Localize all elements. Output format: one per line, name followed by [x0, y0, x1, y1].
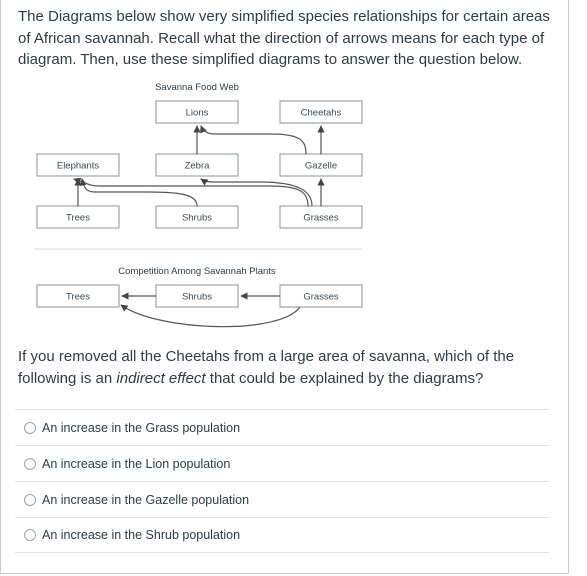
question-text-after: that could be explained by the diagrams? — [205, 370, 484, 387]
node-zebra-label: Zebra — [184, 160, 210, 172]
node-elephants-label: Elephants — [56, 160, 100, 172]
node-elephants — [37, 154, 119, 176]
radio-button[interactable] — [24, 494, 36, 506]
radio-button[interactable] — [24, 422, 36, 434]
competition-title: Competition Among Savannah Plants — [118, 266, 276, 277]
comp-node-trees-label: Trees — [66, 291, 90, 303]
answer-label: An increase in the Gazelle population — [42, 492, 250, 507]
node-cheetahs-label: Cheetahs — [300, 107, 342, 119]
intro-text: The Diagrams below show very simplified species relationships for certain areas of African savannah. Recall what the direction of arrows means for each type of diagram. Then, use these simplified diagrams to answer the question below. — [18, 8, 550, 68]
answer-label: An increase in the Lion population — [42, 456, 231, 471]
answer-list — [15, 409, 549, 553]
arrow-grasses-to-trees — [121, 305, 300, 327]
arrow-grasses-to-zebra — [201, 179, 312, 206]
radio-button[interactable] — [24, 458, 36, 470]
answer-option-shrub[interactable] — [15, 517, 549, 553]
arrow-shrubs-to-elephants — [82, 179, 197, 206]
comp-node-grasses — [280, 285, 362, 307]
node-gazelle-label: Gazelle — [304, 160, 338, 172]
node-grasses — [280, 206, 362, 228]
comp-node-shrubs — [156, 285, 238, 307]
question-text — [18, 346, 558, 390]
arrow-gazelle-to-lions — [201, 126, 306, 154]
node-grasses-label: Grasses — [303, 212, 339, 224]
answer-option-grass[interactable] — [15, 409, 549, 445]
node-gazelle — [280, 154, 362, 176]
node-trees-label: Trees — [66, 212, 90, 224]
radio-button[interactable] — [24, 529, 36, 541]
node-shrubs-label: Shrubs — [181, 212, 213, 224]
node-cheetahs — [280, 101, 362, 123]
comp-node-shrubs-label: Shrubs — [181, 291, 213, 303]
answer-label: An increase in the Shrub population — [42, 528, 241, 542]
answer-option-gazelle[interactable] — [15, 481, 549, 517]
food-web-title: Savanna Food Web — [155, 82, 239, 93]
node-trees — [37, 206, 119, 228]
question-emphasis: indirect effect — [116, 370, 206, 387]
comp-node-grasses-label: Grasses — [303, 291, 339, 303]
node-lions — [156, 101, 238, 123]
node-lions-label: Lions — [185, 107, 209, 119]
question-text-before: If you removed all the Cheetahs from a large area of savanna, which of the following is an — [18, 348, 515, 387]
comp-node-trees — [37, 285, 119, 307]
answer-label: An increase in the Grass population — [42, 420, 241, 435]
node-zebra — [156, 154, 238, 176]
answer-option-lion[interactable] — [15, 445, 549, 481]
node-shrubs — [156, 206, 238, 228]
